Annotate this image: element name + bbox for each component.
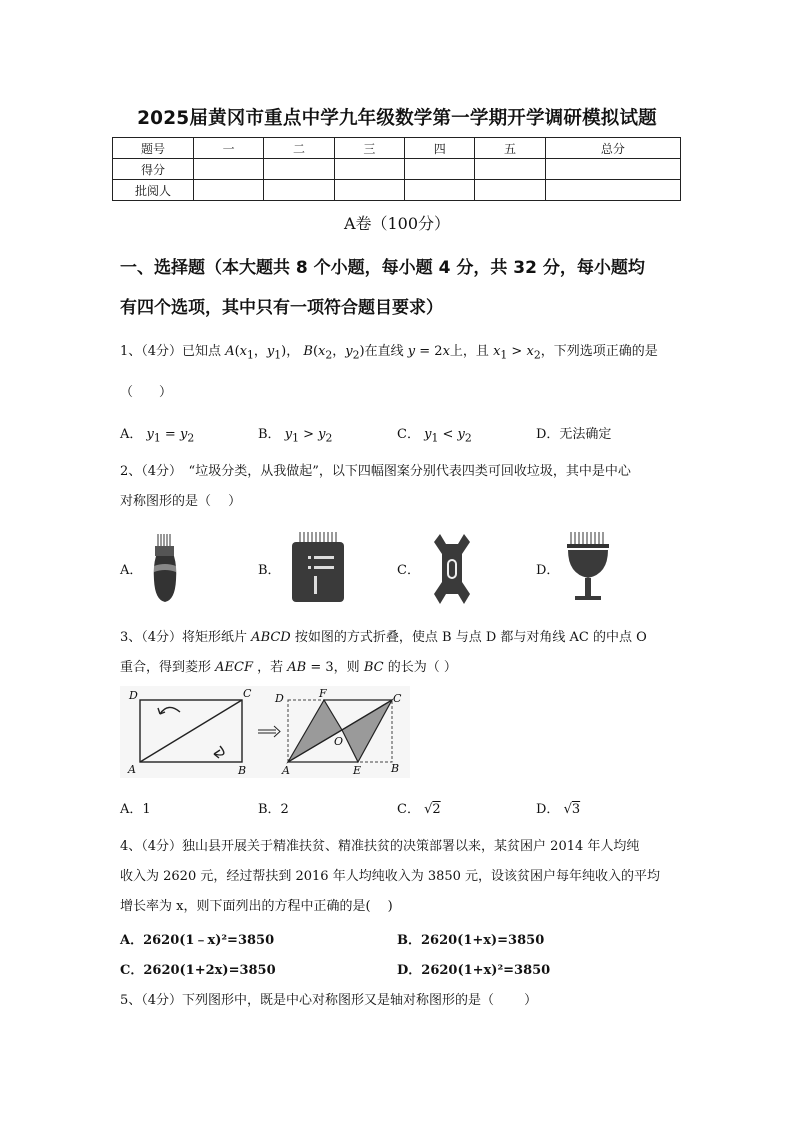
q3-option-d[interactable]: D． √3 <box>536 802 581 817</box>
question-5-line1: 5、（4分）下列图形中，既是中心对称图形又是轴对称图形的是（ ） <box>120 993 538 1008</box>
page-title: 2025届黄冈市重点中学九年级数学第一学期开学调研模拟试题 <box>137 108 657 129</box>
q1-option-a[interactable]: A． $y_1 = y_2$ <box>120 427 195 445</box>
table-cell: 一 <box>194 138 264 159</box>
question-2-line1: 2、（4分） “垃圾分类，从我做起”，以下四幅图案分别代表四类可回收垃圾，其中是中心 <box>120 464 631 479</box>
label-a: A <box>128 763 136 776</box>
q2-option-d[interactable]: D． <box>536 563 560 578</box>
q2-option-b[interactable]: B． <box>258 563 281 578</box>
label-c: C <box>243 687 252 700</box>
q2-option-c[interactable]: C． <box>397 563 420 578</box>
part1-heading-line2: 有四个选项，其中只有一项符合题目要求） <box>120 298 443 318</box>
q4-option-b[interactable]: B．2620(1+x)=3850 <box>397 933 545 948</box>
q3-option-c[interactable]: C． √2 <box>397 802 441 817</box>
question-2-line2: 对称图形的是（ ） <box>120 494 242 509</box>
label-e: E <box>353 764 362 777</box>
q4-option-a[interactable]: A．2620(1﹣x)²=3850 <box>120 933 275 948</box>
q4-option-d[interactable]: D．2620(1+x)²=3850 <box>397 963 551 978</box>
table-cell: 四 <box>405 138 475 159</box>
question-4-line1: 4、（4分）独山县开展关于精准扶贫、精准扶贫的决策部署以来，某贫困户 2014 年人均纯 <box>120 839 640 854</box>
section-a-heading: A卷（100分） <box>343 214 451 233</box>
label-d2: D <box>275 692 284 705</box>
label-f: F <box>319 687 327 700</box>
q1-option-d[interactable]: D．无法确定 <box>536 427 612 442</box>
part1-heading-line1: 一、选择题（本大题共 8 个小题，每小题 4 分，共 32 分，每小题均 <box>120 258 645 278</box>
label-b2: B <box>391 762 400 775</box>
question-4-line2: 收入为 2620 元，经过帮扶到 2016 年人均纯收入为 3850 元，设该贫困户每年纯收入的平均 <box>120 869 661 884</box>
score-table <box>112 137 681 201</box>
wrench-icon <box>432 532 472 606</box>
table-cell: 三 <box>334 138 404 159</box>
question-1-paren: （ ） <box>120 385 173 400</box>
table-cell: 批阅人 <box>113 180 194 201</box>
table-cell: 题号 <box>113 138 194 159</box>
question-3-line2: 重合，得到菱形 AECF ，若 AB = 3，则 BC 的长为（ ） <box>120 660 457 675</box>
bottle-icon <box>150 532 180 604</box>
q3-option-b[interactable]: B．2 <box>258 802 289 817</box>
table-row <box>113 159 681 180</box>
q3-option-a[interactable]: A．1 <box>120 802 151 817</box>
q2-option-a[interactable]: A． <box>120 563 143 578</box>
paper-bin-icon <box>290 532 346 604</box>
label-o: O <box>334 735 344 748</box>
label-d: D <box>129 689 138 702</box>
q4-option-c[interactable]: C．2620(1+2x)=3850 <box>120 963 276 978</box>
q1-option-b[interactable]: B． $y_1 > y_2$ <box>258 427 333 445</box>
table-cell: 五 <box>475 138 545 159</box>
label-a2: A <box>282 764 290 777</box>
question-3-line1: 3、（4分）将矩形纸片 ABCD 按如图的方式折叠，使点 B 与点 D 都与对角线 AC 的中点 O <box>120 630 647 645</box>
table-cell: 总分 <box>545 138 680 159</box>
q1-option-c[interactable]: C． $y_1 < y_2$ <box>397 427 472 445</box>
table-cell: 得分 <box>113 159 194 180</box>
table-row <box>113 138 681 159</box>
table-cell: 二 <box>264 138 334 159</box>
label-c2: C <box>393 692 402 705</box>
label-b: B <box>238 764 247 777</box>
question-1: 1、（4分）已知点 $A(x_1$，$y_1$)， $B(x_2$，$y_2$)在直线 y = 2x上，且 $x_1 > x_2$，下列选项正确的是 <box>120 344 658 362</box>
question-4-line3: 增长率为 x，则下面列出的方程中正确的是( ) <box>120 899 393 914</box>
table-row <box>113 180 681 201</box>
glass-icon <box>565 530 611 606</box>
fold-diagram <box>120 686 410 778</box>
